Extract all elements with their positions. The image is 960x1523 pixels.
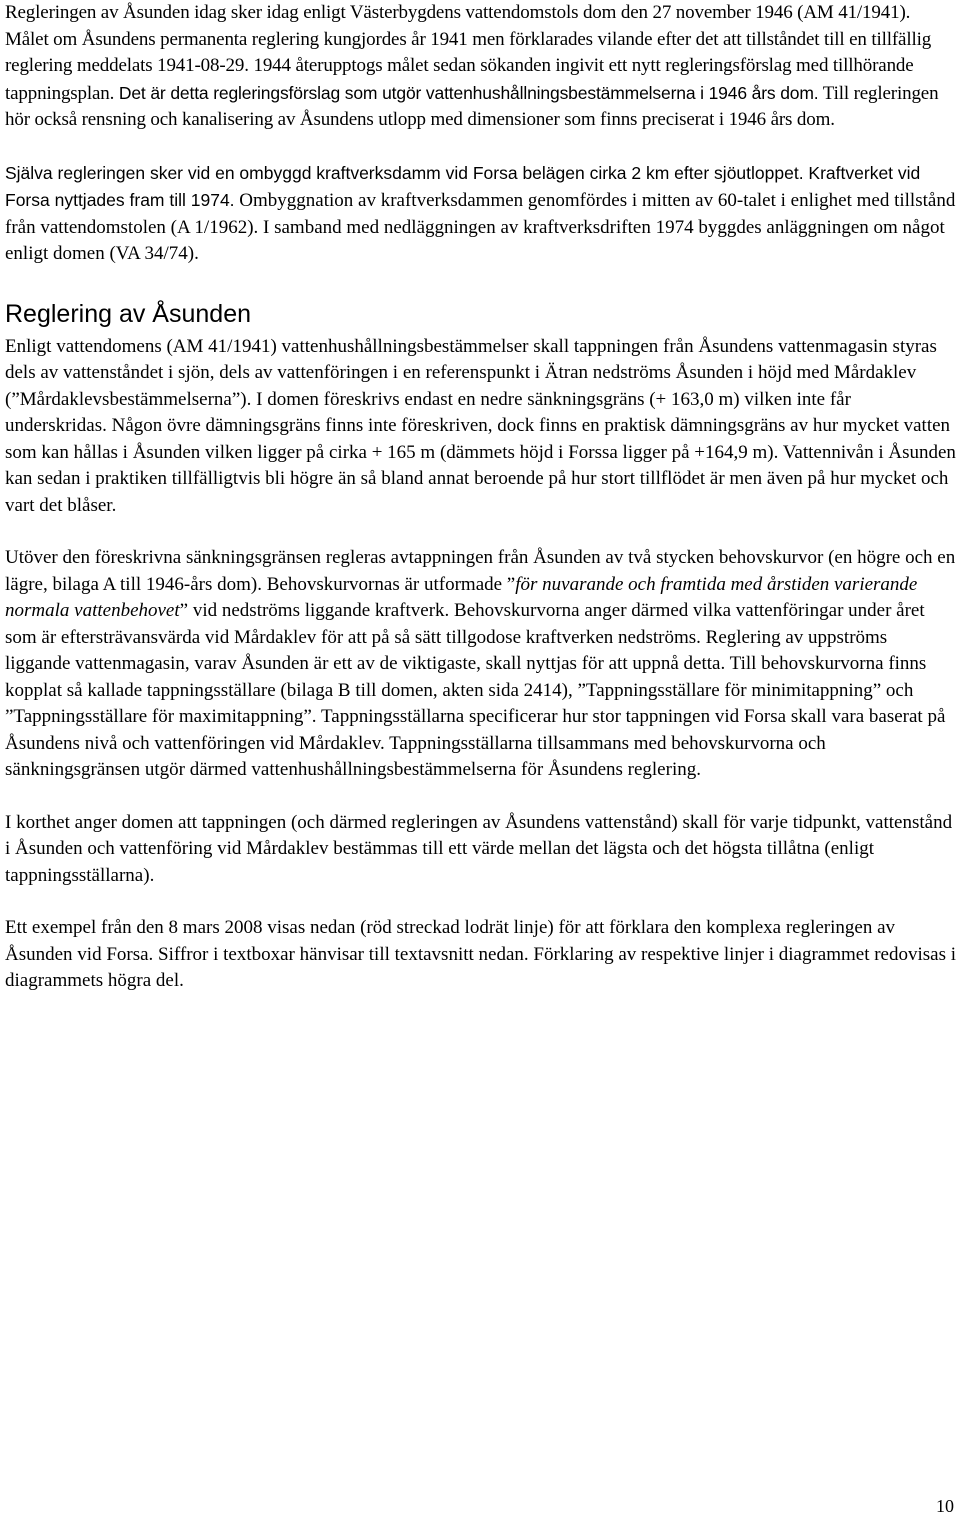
section-heading: Reglering av Åsunden: [5, 299, 251, 328]
intro-paragraph-2: [5, 160, 957, 268]
section-p2-sentence-g: Tappningsställarna tillsammans med behovskurvorna och sänkningsgränsen utgör därmed vattenhushållningsbestämmelserna för Åsundens reglering.: [5, 732, 826, 780]
section-p1-sentence-c: Någon övre dämningsgräns finns inte föreskriven, dock finns en praktisk dämningsgräns av hur mycket vatten som kan hållas i Åsunden vilken ligger på cirka + 165 m (dämmets höjd i Forssa ligger på +164,9 m).: [5, 415, 951, 463]
section-p2-sentence-e: Till behovskurvorna finns kopplat så kallade tappningsställare (bilaga B till domen, akten sida 2414), ”Tappningsställare för minimitappning” och ”Tappningsställare för maximitappning”.: [5, 653, 927, 727]
intro-p2-sentence-c: I samband med nedläggningen av kraftverksdriften 1974 byggdes anläggningen om något enligt domen (VA 34/74).: [5, 216, 945, 264]
section-p1-sentence-a: Enligt vattendomens (AM 41/1941) vattenhushållningsbestämmelser skall tappningen från Åsundens vattenmagasin styras dels av vattenståndet i sjön, dels av vattenföringen i en referenspunkt i Ätran nedströms Åsunden i höjd med Mårdaklev (”Mårdaklevsbestämmelserna”).: [5, 335, 937, 410]
section-paragraph-2: [5, 545, 957, 784]
section-paragraph-4: Ett exempel från den 8 mars 2008 visas nedan (röd streckad lodrät linje) för att förklara den komplexa regleringen av Åsunden vid Forsa. Siffror i textboxar hänvisar till textavsnitt nedan. Förklaring av respektive linjer i diagrammet redovisas i diagrammets högra del.: [5, 917, 957, 991]
section-paragraph-1: [5, 334, 957, 520]
section-p2-sentence-d: Reglering av uppströms liggande vattenmagasin, varav Åsunden är ett av de viktigaste, skall nyttjas för att uppnå detta.: [5, 626, 888, 674]
intro-p2-sentence-a: Själva regleringen sker vid en ombyggd kraftverksdamm vid Forsa belägen cirka 2 km efter sjöutloppet. Kraftverket vid Forsa nyttjades fram till 1974.: [5, 162, 921, 210]
intro-p1-sentence-c: Det är detta regleringsförslag som utgör vattenhushållningsbestämmelserna i 1946 års dom.: [118, 82, 819, 103]
section-p1-sentence-b: I domen föreskrivs endast en nedre sänkningsgräns (+ 163,0 m) vilken inte får underskridas.: [5, 388, 851, 436]
section-p2-sentence-c: Behovskurvorna anger därmed vilka vattenföringar under året som är eftersträvansvärda vid Mårdaklev för att på så sätt tillgodose kraftverken nedströms.: [5, 600, 925, 648]
intro-paragraph-1: [5, 0, 957, 134]
intro-p2-sentence-b: Ombyggnation av kraftverksdammen genomfördes i mitten av 60-talet i enlighet med tillstånd från vattendomstolen (A 1/1962).: [5, 190, 956, 238]
intro-p1-sentence-b: 1944 återupptogs målet sedan sökanden ingivit ett nytt regleringsförslag med tillhörande tappningsplan.: [5, 55, 914, 104]
section-p2-sentence-f: Tappningsställarna specificerar hur stor tappningen vid Forsa skall vara baserat på Åsundens nivå och vattenföringen vid Mårdaklev.: [5, 706, 946, 754]
page-number: 10: [936, 1496, 954, 1516]
intro-p1-sentence-d: Till regleringen hör också rensning och kanalisering av Åsundens utlopp med dimensioner som finns preciserat i 1946 års dom.: [5, 82, 939, 130]
section-p2-sentence-b-quote: för nuvarande och framtida med årstiden varierande normala vattenbehovet: [5, 573, 918, 621]
intro-p1-sentence-a: Regleringen av Åsunden idag sker idag enligt Västerbygdens vattendomstols dom den 27 november 1946 (AM 41/1941). Målet om Åsundens permanenta reglering kungjordes år 1941 men förklarades vilande efter det att tillståndet till en tillfällig reglering meddelats 1941-08-29.: [5, 2, 932, 76]
section-p1-sentence-d: Vattennivån i Åsunden kan sedan i praktiken tillfälligtvis bli högre än så bland annat beroende på hur stort tillflödet är men även på hur mycket och vart det blåser.: [5, 441, 956, 516]
section-paragraph-3: I korthet anger domen att tappningen (och därmed regleringen av Åsundens vattenstånd) skall för varje tidpunkt, vattenstånd i Åsunden och vattenföring vid Mårdaklev bestämmas till ett värde mellan det lägsta och det högsta tillåtna (enligt tappningsställarna).: [5, 811, 953, 886]
section-p2-sentence-a: Utöver den föreskrivna sänkningsgränsen regleras avtappningen från Åsunden av två stycken behovskurvor (en högre och en lägre, bilaga A till 1946-års dom).: [5, 547, 956, 595]
section-p2-sentence-b-post: ” vid nedströms liggande kraftverk.: [179, 600, 450, 621]
document-page: [5, 0, 957, 995]
section-p2-sentence-b-pre: Behovskurvornas är utformade ”: [266, 573, 516, 595]
